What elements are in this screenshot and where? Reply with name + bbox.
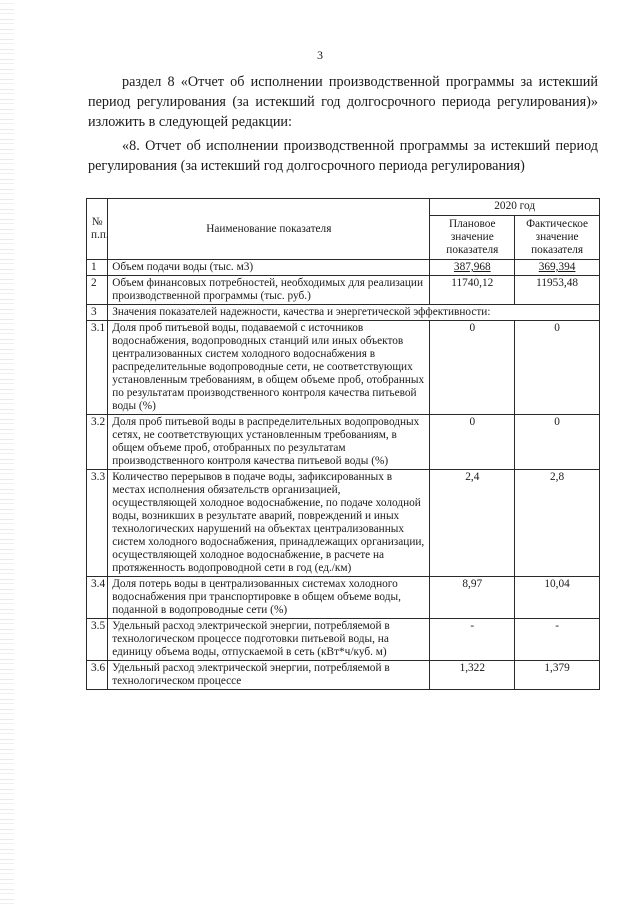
intro-paragraph-2 xyxy=(88,136,598,176)
row-plan-value: 11740,12 xyxy=(430,276,515,305)
row-num: 1 xyxy=(87,260,108,276)
row-name: Удельный расход электрической энергии, потребляемой в технологическом процессе xyxy=(108,661,430,690)
intro-paragraph-2-text: «8. Отчет об исполнении производственной программы за истекший период регулирования (за истекший год долгосрочного периода регулирования) xyxy=(88,138,598,174)
row-name: Доля проб питьевой воды в распределительных водопроводных сетях, не соответствующих установленным требованиям, в общем объеме проб, отобранных по результатам производственного контроля качества питьевой воды (%) xyxy=(108,415,430,470)
row-num: 2 xyxy=(87,276,108,305)
row-plan-value: 0 xyxy=(430,415,515,470)
scan-edge-artifact xyxy=(0,0,14,905)
header-fact: Фактическое значение показателя xyxy=(515,215,600,259)
row-name: Объем подачи воды (тыс. м3) xyxy=(108,260,430,276)
row-fact-value: 1,379 xyxy=(515,661,600,690)
row-num: 3.4 xyxy=(87,577,108,619)
header-name: Наименование показателя xyxy=(108,199,430,260)
table-row xyxy=(87,276,600,305)
row-fact-value: 0 xyxy=(515,321,600,415)
intro-paragraph-1 xyxy=(88,72,598,132)
table-row xyxy=(87,321,600,415)
row-plan-value: 0 xyxy=(430,321,515,415)
table-row xyxy=(87,619,600,661)
row-name: Доля потерь воды в централизованных системах холодного водоснабжения при транспортировке в общем объеме воды, поданной в водопроводные сети (%) xyxy=(108,577,430,619)
row-fact-value: 10,04 xyxy=(515,577,600,619)
row-plan-value: 8,97 xyxy=(430,577,515,619)
row-fact-value: 0 xyxy=(515,415,600,470)
table-row xyxy=(87,415,600,470)
row-plan-value xyxy=(430,260,515,276)
row-num: 3.1 xyxy=(87,321,108,415)
row-fact-value: 2,8 xyxy=(515,470,600,577)
row-plan-value: 2,4 xyxy=(430,470,515,577)
header-year: 2020 год xyxy=(430,199,600,216)
row-fact-value: 11953,48 xyxy=(515,276,600,305)
row-num: 3 xyxy=(87,305,108,321)
row-plan-value: 1,322 xyxy=(430,661,515,690)
row-name: Количество перерывов в подаче воды, зафиксированных в местах исполнения обязательств организацией, осуществляющей холодное водоснабжение, по подаче холодной воды, возникших в результате аварий, повреждений и иных технологических нарушений на объектах централизованных систем холодного водоснабжения, принадлежащих организации, осуществляющей холодное водоснабжение, в расчете на протяженность водопроводной сети в год (ед./км) xyxy=(108,470,430,577)
row-name: Доля проб питьевой воды, подаваемой с источников водоснабжения, водопроводных станций или иных объектов централизованных систем холодного водоснабжения в распределительные водопроводные сети, не соответствующих установленным требованиям, в общем объеме проб, отобранных по результатам производственного контроля качества питьевой воды (%) xyxy=(108,321,430,415)
table-row xyxy=(87,470,600,577)
row-plan-text: 387,968 xyxy=(453,261,491,273)
row-section-title: Значения показателей надежности, качества и энергетической эффективности: xyxy=(108,305,600,321)
row-name: Объем финансовых потребностей, необходимых для реализации производственной программы (тыс. руб.) xyxy=(108,276,430,305)
header-row-1 xyxy=(87,199,600,216)
row-fact-text: 369,394 xyxy=(538,261,576,273)
table-row xyxy=(87,577,600,619)
row-fact-value xyxy=(515,260,600,276)
row-num: 3.2 xyxy=(87,415,108,470)
table-row xyxy=(87,661,600,690)
report-table xyxy=(86,198,600,690)
header-num: № п.п. xyxy=(87,199,108,260)
row-num: 3.3 xyxy=(87,470,108,577)
table-row xyxy=(87,260,600,276)
row-fact-value: - xyxy=(515,619,600,661)
intro-paragraph-1-text: раздел 8 «Отчет об исполнении производственной программы за истекший период регулирования (за истекший год долгосрочного периода регулирования)» изложить в следующей редакции: xyxy=(88,74,598,130)
table-row xyxy=(87,305,600,321)
row-plan-value: - xyxy=(430,619,515,661)
page-number: 3 xyxy=(317,48,323,62)
row-num: 3.6 xyxy=(87,661,108,690)
row-name: Удельный расход электрической энергии, потребляемой в технологическом процессе подготовки питьевой воды, на единицу объема воды, отпускаемой в сеть (кВт*ч/куб. м) xyxy=(108,619,430,661)
row-num: 3.5 xyxy=(87,619,108,661)
header-plan: Плановое значение показателя xyxy=(430,215,515,259)
